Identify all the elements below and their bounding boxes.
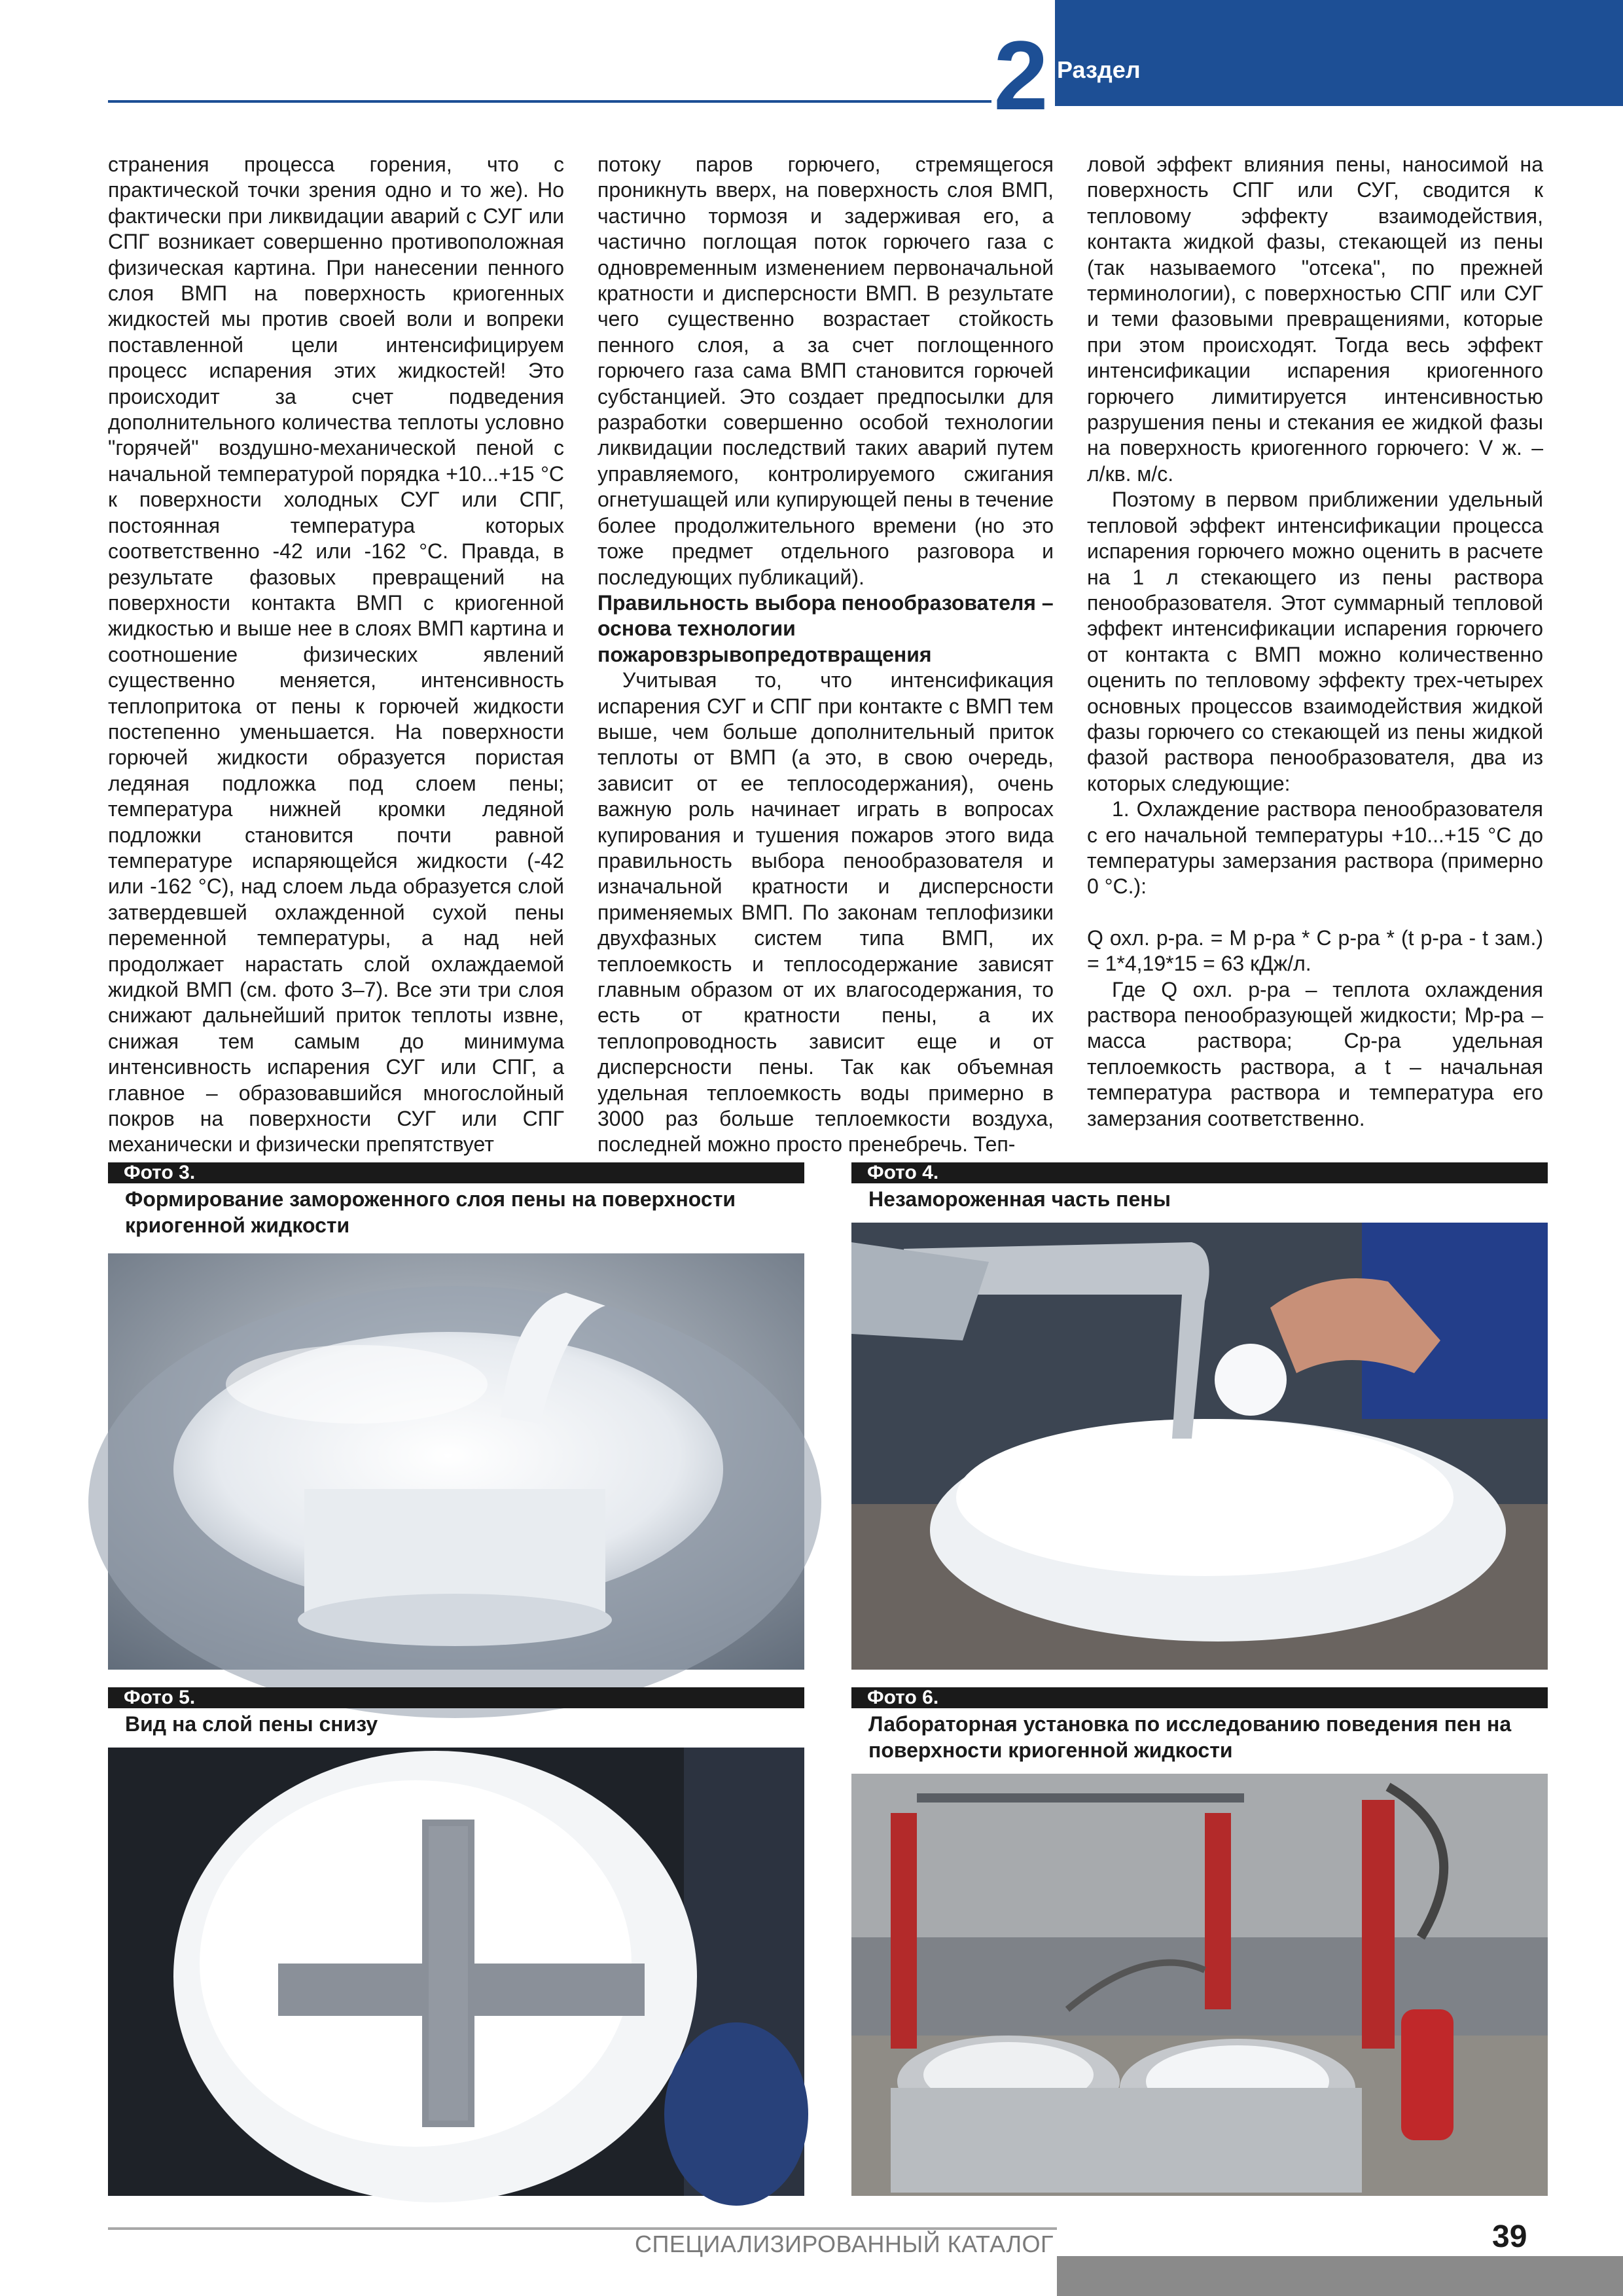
photo-unfrozen-foam	[851, 1223, 1548, 1670]
paragraph: Поэтому в первом приближении удельный тепловой эффект интенсификации процесса испарения горючего можно оценить в расчете на 1 л стекающего из пены раствора пенообразователя. Этот суммарный тепловой эффект интенсификации испарения горючего от контакта с ВМП можно количественно оценить по тепловому эффекту трех-четырех основных процессов взаимодействия жидкой фазы горючего со стекающей из пены жидкой фазой раствора пенообразователя, два из которых следующие:	[1087, 488, 1543, 795]
paragraph: Учитывая то, что интенсификация испарения СУГ и СПГ при контакте с ВМП тем выше, чем больше дополнительный приток теплоты от ВМП (а это, в свою очередь, зависит от ее теплосодержания), очень важную роль начинает играть в вопросах купирования и тушения пожаров этого вида правильность выбора пенообразователя и изначальной кратности и дисперсности применяемых ВМП. По законам теплофизики двухфазных систем типа ВМП, их теплоемкость и теплосодержание зависят главным образом от их влагосодержания, то есть от кратности пены, а их теплопроводность зависит еще и от дисперсности пены. Так как объемная удельная теплоемкость воды примерно в 3000 раз больше теплоемкости воздуха, последней можно просто пренебречь. Теп-	[597, 668, 1054, 1157]
figure-caption-3: Формирование замороженного слоя пены на поверхности криогенной жидкости	[125, 1187, 736, 1237]
text-column-3	[1087, 152, 1543, 1140]
text-column-2	[597, 152, 1054, 1157]
figure-caption-4: Незамороженная часть пены	[868, 1187, 1171, 1211]
figure-caption-6: Лабораторная установка по исследованию поведения пен на поверхности криогенной жидкости	[868, 1712, 1512, 1762]
paragraph-formula: Q охл. р-ра. = М р-ра * С р-ра * (t р-ра - t зам.) = 1*4,19*15 = 63 кДж/л.	[1087, 925, 1543, 976]
photo-frozen-foam-layer	[108, 1253, 804, 1670]
section-label: Раздел	[1057, 56, 1141, 83]
photo-lab-setup	[851, 1774, 1548, 2196]
figure-label-3: Фото 3.	[108, 1162, 804, 1183]
figure-label-5: Фото 5.	[108, 1687, 804, 1708]
paragraph: 1. Охлаждение раствора пенообразователя с его начальной температуры +10...+15 °С до температуры замерзания раствора (примерно 0 °С.):	[1087, 797, 1543, 899]
subheading: Правильность выбора пенообразователя – основа технологии пожаровзрывопредотвращения	[597, 590, 1054, 666]
header-rule	[108, 100, 991, 103]
section-number: 2	[993, 20, 1048, 130]
photo-foam-from-below	[108, 1748, 804, 2196]
page-number: 39	[1492, 2219, 1527, 2254]
paragraph: ловой эффект влияния пены, наносимой на поверхность СПГ или СУГ, сводится к тепловому эффекту взаимодействия, контакта жидкой фазы, стекающей из пены (так называемого "отсека", по прежней терминологии), с поверхностью СПГ или СУГ и теми фазовыми превращениями, которые при этом происходят. Тогда весь эффект интенсификации испарения криогенного горючего лимитируется интенсивностью разрушения пены и стекания ее жидкой фазы на поверхность криогенного горючего: V ж. – л/кв. м/с.	[1087, 152, 1543, 486]
paragraph: потоку паров горючего, стремящегося проникнуть вверх, на поверхность слоя ВМП, частично тормозя и задерживая его, а частично поглощая поток горючего газа с одновременным изменением первоначальной кратности и дисперсности ВМП. В результате чего существенно возрастает стойкость пенного слоя, а за счет поглощенного горючего газа сама ВМП становится горючей субстанцией. Это создает предпосылки для разработки совершенно особой технологии ликвидации последствий таких аварий путем управляемого, контролируемого сжигания огнетушащей или купирующей пены в течение более продолжительного времени (но это тоже предмет отдельного разговора и последующих публикаций).	[597, 152, 1054, 589]
footer-catalog-title: СПЕЦИАЛИЗИРОВАННЫЙ КАТАЛОГ	[635, 2231, 1054, 2257]
text-column-1	[108, 152, 564, 1157]
footer-band	[1057, 2256, 1623, 2296]
header-band	[1055, 0, 1623, 106]
figure-caption-5: Вид на слой пены снизу	[125, 1712, 378, 1736]
paragraph: Где Q охл. р-ра – теплота охлаждения раствора пенообразующей жидкости; Мр-ра – масса раствора; Ср-ра удельная теплоемкость раствора, а t – начальная температура раствора и температура его замерзания соответственно.	[1087, 977, 1543, 1130]
paragraph: странения процесса горения, что с практической точки зрения одно и то же). Но фактически при ликвидации аварий с СУГ или СПГ возникает совершенно противоположная физическая картина. При нанесении пенного слоя ВМП на поверхность криогенных жидкостей мы против своей воли и вопреки поставленной цели интенсифицируем процесс испарения этих жидкостей! Это происходит за счет подведения дополнительного количества теплоты условно "горячей" воздушно-механической пеной с начальной температурой порядка +10...+15 °С к поверхности холодных СУГ или СПГ, постоянная температура которых соответственно -42 или -162 °С. Правда, в результате фазовых превращений на поверхности контакта ВМП с криогенной жидкостью и выше нее в слоях ВМП картина и соотношение физических явлений существенно меняется, интенсивность теплопритока от пены к горючей жидкости постепенно уменьшается. На поверхности горючей жидкости образуется пористая ледяная подложка под слоем пены; температура нижней кромки ледяной подложки становится почти равной температуре испаряющейся жидкости (-42 или -162 °С), над слоем льда образуется слой затвердевшей охлажденной сухой пены переменной температуры, а над ней продолжает нарастать слой охлаждаемой жидкой ВМП (см. фото 3–7). Все эти три слоя снижают дальнейший приток теплоты извне, снижая тем самым до минимума интенсивность испарения СУГ или СПГ, а главное – образовавшийся многослойный покров на поверхности СУГ или СПГ механически и физически препятствует	[108, 152, 564, 1157]
figure-label-6: Фото 6.	[851, 1687, 1548, 1708]
figure-label-4: Фото 4.	[851, 1162, 1548, 1183]
footer-rule	[108, 2227, 1057, 2230]
